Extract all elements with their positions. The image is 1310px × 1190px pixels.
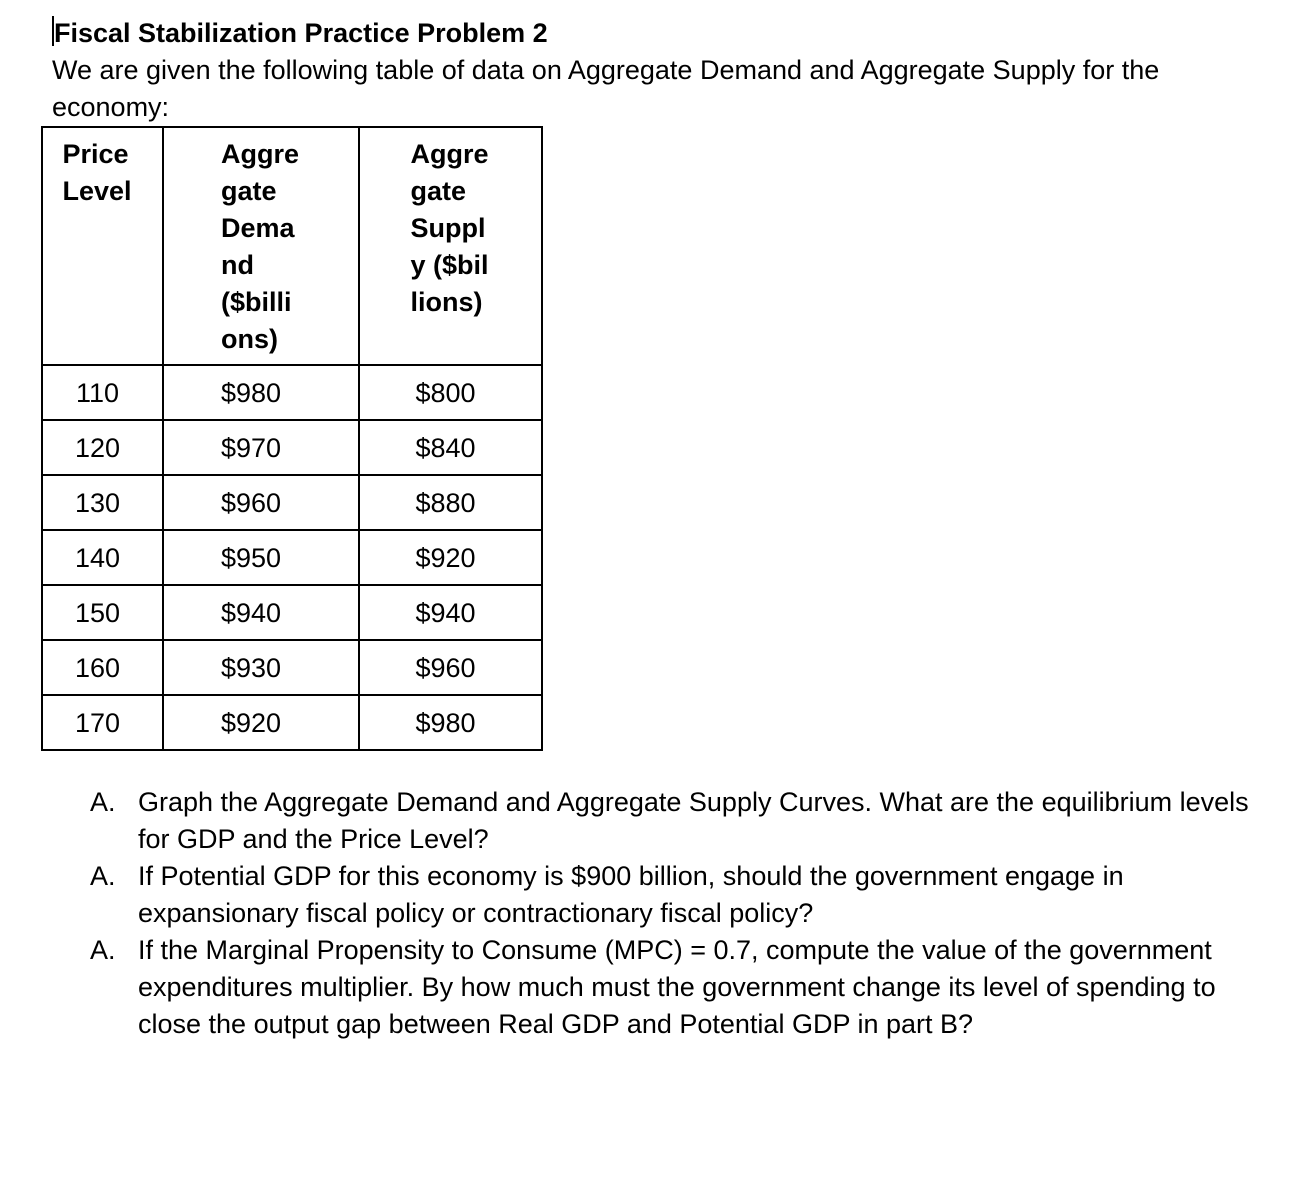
aggregate-demand-cell: $970 bbox=[163, 420, 359, 475]
aggregate-supply-cell: $800 bbox=[359, 365, 542, 420]
header-price-level: Price Level bbox=[42, 127, 163, 365]
table-header-row bbox=[42, 127, 542, 365]
header-aggregate-demand: Aggregate Demand ($billions) bbox=[163, 127, 359, 365]
question-marker: A. bbox=[90, 935, 116, 965]
aggregate-demand-cell: $980 bbox=[163, 365, 359, 420]
question-text: If the Marginal Propensity to Consume (MPC) = 0.7, compute the value of the government expenditures multiplier. By how much must the government change its level of spending to close the output gap between Real GDP and Potential GDP in part B? bbox=[138, 935, 1216, 1039]
aggregate-demand-cell: $930 bbox=[163, 640, 359, 695]
intro-paragraph: We are given the following table of data on Aggregate Demand and Aggregate Supply for the economy: bbox=[52, 55, 1160, 122]
aggregate-supply-cell: $940 bbox=[359, 585, 542, 640]
price-level-cell: 160 bbox=[42, 640, 163, 695]
question-text: Graph the Aggregate Demand and Aggregate Supply Curves. What are the equilibrium levels for GDP and the Price Level? bbox=[138, 787, 1249, 854]
table-row bbox=[42, 695, 542, 750]
list-item bbox=[90, 858, 1270, 932]
aggregate-supply-cell: $980 bbox=[359, 695, 542, 750]
price-level-cell: 120 bbox=[42, 420, 163, 475]
aggregate-demand-cell: $940 bbox=[163, 585, 359, 640]
price-level-cell: 170 bbox=[42, 695, 163, 750]
table-row bbox=[42, 530, 542, 585]
table-row bbox=[42, 475, 542, 530]
ad-as-table bbox=[41, 126, 543, 751]
aggregate-supply-cell: $840 bbox=[359, 420, 542, 475]
price-level-cell: 130 bbox=[42, 475, 163, 530]
question-list bbox=[90, 784, 1270, 1043]
aggregate-supply-cell: $960 bbox=[359, 640, 542, 695]
aggregate-demand-cell: $920 bbox=[163, 695, 359, 750]
aggregate-supply-cell: $880 bbox=[359, 475, 542, 530]
price-level-cell: 140 bbox=[42, 530, 163, 585]
aggregate-supply-cell: $920 bbox=[359, 530, 542, 585]
aggregate-demand-cell: $960 bbox=[163, 475, 359, 530]
price-level-cell: 110 bbox=[42, 365, 163, 420]
list-item bbox=[90, 932, 1270, 1043]
list-item bbox=[90, 784, 1270, 858]
question-marker: A. bbox=[90, 861, 116, 891]
page-title: Fiscal Stabilization Practice Problem 2 bbox=[54, 18, 548, 48]
question-text: If Potential GDP for this economy is $900 billion, should the government engage in expansionary fiscal policy or contractionary fiscal policy? bbox=[138, 861, 1124, 928]
header-aggregate-supply: Aggregate Supply ($billions) bbox=[359, 127, 542, 365]
table-row bbox=[42, 640, 542, 695]
table-row bbox=[42, 365, 542, 420]
price-level-cell: 150 bbox=[42, 585, 163, 640]
question-marker: A. bbox=[90, 787, 116, 817]
table-row bbox=[42, 420, 542, 475]
table-row bbox=[42, 585, 542, 640]
aggregate-demand-cell: $950 bbox=[163, 530, 359, 585]
